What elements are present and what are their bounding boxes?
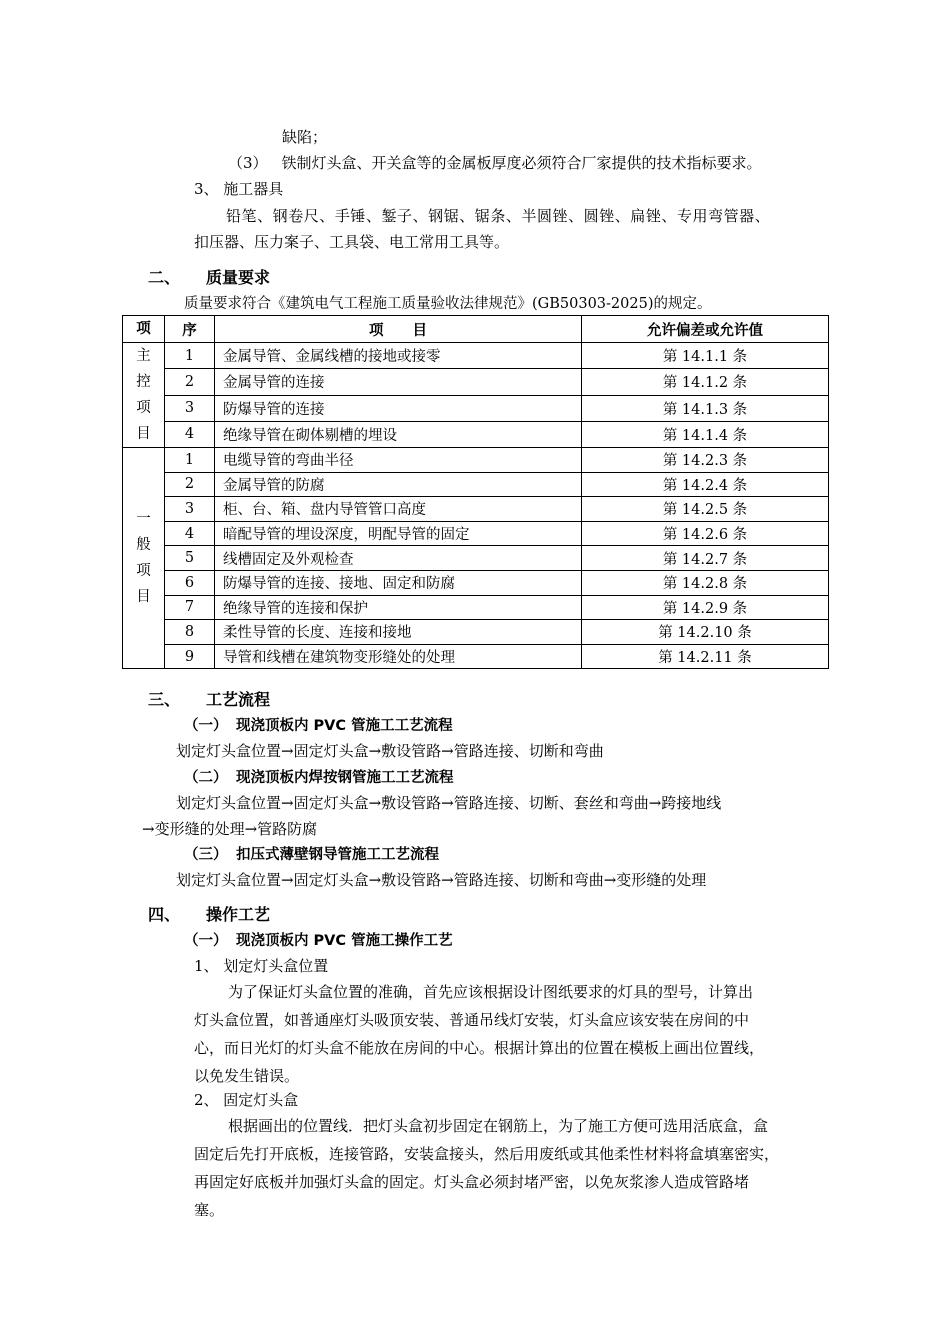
item-cell: 线槽固定及外观检查 [215,546,582,571]
table-row [123,521,829,546]
flow-3-2-line-2: →变形缝的处理→管路防腐 [142,820,318,838]
flow-3-2-line-1: 划定灯头盒位置→固定灯头盒→敷设管路→管路连接、切断、套丝和弯曲→跨接地线 [176,794,722,812]
subsection-number: （一） [184,718,228,734]
seq-cell: 4 [165,521,215,546]
seq-cell: 8 [165,620,215,645]
paragraph-line: 根据画出的位置线．把灯头盒初步固定在钢筋上，为了施工方便可选用活底盒，盒 [228,1117,769,1135]
item-cell: 柔性导管的长度、连接和接地 [215,620,582,645]
value-cell: 第 14.2.8 条 [582,570,829,595]
paragraph-line: 灯头盒位置，如普通座灯头吸顶安装、普通吊线灯安装，灯头盒应该安装在房间的中 [194,1011,750,1029]
flow-3-3: 划定灯头盒位置→固定灯头盒→敷设管路→管路连接、切断和弯曲→变形缝的处理 [176,871,707,889]
value-cell: 第 14.2.11 条 [582,644,829,669]
subsection-title: 现浇顶板内 PVC 管施工工艺流程 [236,718,453,734]
seq-cell: 1 [165,343,215,369]
value-cell: 第 14.1.2 条 [582,369,829,395]
value-cell: 第 14.2.10 条 [582,620,829,645]
subsection-3-2-heading [184,766,454,787]
item-cell: 金属导管的防腐 [215,472,582,497]
table-row [123,644,829,669]
group-char: 控 [136,374,151,390]
tools-line-2: 扣压器、压力案子、工具袋、电工常用工具等。 [194,233,510,251]
group-char: 目 [136,426,151,442]
group-char: 一 [136,511,151,528]
value-cell: 第 14.2.7 条 [582,546,829,571]
flow-3-1: 划定灯头盒位置→固定灯头盒→敷设管路→管路连接、切断和弯曲 [176,742,604,760]
item-cell: 防爆导管的连接、接地、固定和防腐 [215,570,582,595]
value-cell: 第 14.1.3 条 [582,395,829,421]
paragraph-line: 以免发生错误。 [194,1067,300,1085]
requirement-item-3 [228,152,762,173]
item-cell: 暗配导管的埋设深度，明配导管的固定 [215,521,582,546]
seq-cell: 5 [165,546,215,571]
item-cell: 金属导管的连接 [215,369,582,395]
table-row [123,369,829,395]
seq-cell: 2 [165,369,215,395]
table-row [123,497,829,522]
seq-cell: 1 [165,448,215,473]
defect-line: 缺陷； [282,128,328,146]
main-control-group-cell [123,343,165,448]
item-cell: 绝缘导管的连接和保护 [215,595,582,620]
section-number: 二、 [148,268,181,287]
seq-cell: 3 [165,497,215,522]
seq-cell: 2 [165,472,215,497]
header-item: 项 目 [215,316,582,343]
section-title: 操作工艺 [206,905,271,924]
item-cell: 金属导管、金属线槽的接地或接零 [215,343,582,369]
value-cell: 第 14.2.5 条 [582,497,829,522]
subsection-title: 扣压式薄壁钢导管施工工艺流程 [236,847,439,863]
tools-heading: 3、 施工器具 [194,180,284,198]
subsection-title: 现浇顶板内焊按钢管施工工艺流程 [236,770,454,786]
paragraph-line: 固定后先打开底板，连接管路，安装盒接头，然后用废纸或其他柔性材料将盒填塞密实， [194,1145,780,1163]
group-char: 目 [136,589,151,606]
section-title: 质量要求 [206,268,271,287]
tools-line-1: 铅笔、钢卷尺、手锤、錾子、钢锯、锯条、半圆锉、圆锉、扁锉、专用弯管器、 [226,207,771,225]
subsection-number: （二） [184,770,228,786]
seq-cell: 6 [165,570,215,595]
subsection-number: （一） [184,933,228,949]
value-cell: 第 14.2.9 条 [582,595,829,620]
table-row [123,620,829,645]
header-group: 项 [123,316,165,343]
table-row [123,570,829,595]
item-cell: 柜、台、箱、盘内导管管口高度 [215,497,582,522]
item-cell: 防爆导管的连接 [215,395,582,421]
section-title: 工艺流程 [206,690,271,709]
section-number: 三、 [148,690,181,709]
general-group-cell [123,448,165,669]
section-number: 四、 [148,905,181,924]
header-value: 允许偏差或允许值 [582,316,829,343]
item-cell: 导管和线槽在建筑物变形缝处的处理 [215,644,582,669]
table-row [123,546,829,571]
item-number: （3） [228,154,268,172]
seq-cell: 4 [165,421,215,447]
table-row [123,395,829,421]
value-cell: 第 14.1.4 条 [582,421,829,447]
value-cell: 第 14.2.4 条 [582,472,829,497]
table-row [123,595,829,620]
step-1-heading: 1、 划定灯头盒位置 [194,957,329,975]
group-char: 般 [136,537,151,554]
quality-table [122,315,829,669]
step-2-heading: 2、 固定灯头盒 [194,1091,299,1109]
table-row [123,472,829,497]
seq-cell: 9 [165,644,215,669]
paragraph-line: 再固定好底板并加强灯头盒的固定。灯头盒必须封堵严密，以免灰浆渗人造成管路堵 [194,1173,750,1191]
header-seq: 序 [165,316,215,343]
group-char: 项 [136,400,151,416]
item-text: 铁制灯头盒、开关盒等的金属板厚度必须符合厂家提供的技术指标要求。 [281,154,762,172]
paragraph-line: 心，而日光灯的灯头盒不能放在房间的中心。根据计算出的位置在模板上画出位置线， [194,1039,765,1057]
subsection-3-1-heading [184,714,453,735]
subsection-number: （三） [184,847,228,863]
paragraph-line: 为了保证灯头盒位置的准确，首先应该根据设计图纸要求的灯具的型号，计算出 [228,983,754,1001]
section-4-heading [148,902,270,925]
seq-cell: 7 [165,595,215,620]
section-3-heading [148,687,270,710]
table-row [123,343,829,369]
subsection-4-1-heading [184,929,453,950]
subsection-title: 现浇顶板内 PVC 管施工操作工艺 [236,933,453,949]
value-cell: 第 14.1.1 条 [582,343,829,369]
quality-description: 质量要求符合《建筑电气工程施工质量验收法律规范》(GB50303-2025)的规定。 [184,296,712,312]
seq-cell: 3 [165,395,215,421]
value-cell: 第 14.2.3 条 [582,448,829,473]
table-row [123,448,829,473]
table-row [123,421,829,447]
group-char: 主 [136,348,151,364]
section-2-heading [148,265,270,288]
subsection-3-3-heading [184,843,439,864]
value-cell: 第 14.2.6 条 [582,521,829,546]
item-cell: 绝缘导管在砌体剔槽的埋设 [215,421,582,447]
group-char: 项 [136,563,151,580]
item-cell: 电缆导管的弯曲半径 [215,448,582,473]
paragraph-line: 塞。 [194,1201,225,1219]
table-header-row [123,316,829,343]
